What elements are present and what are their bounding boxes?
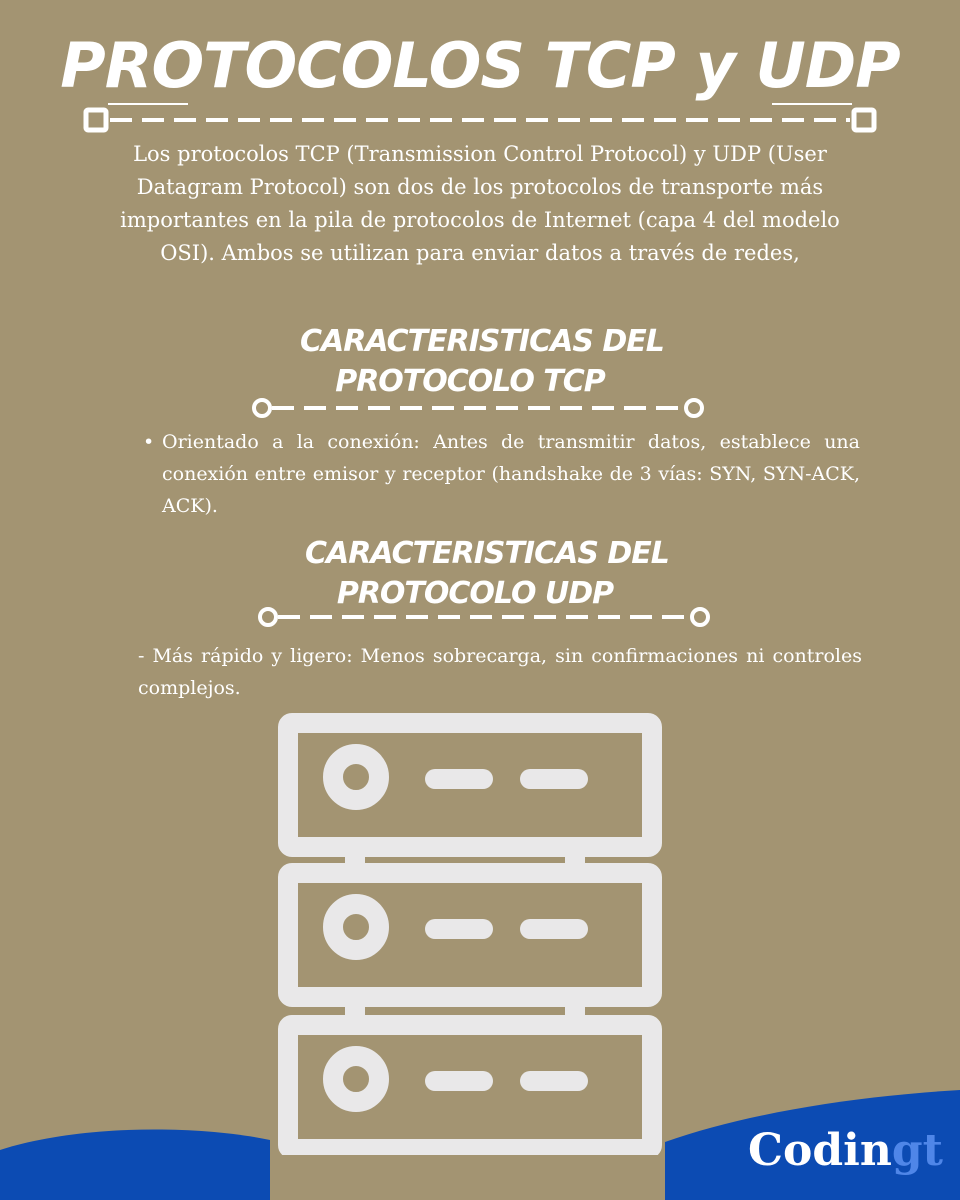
page-title: PROTOCOLOS TCP y UDP	[60, 29, 900, 102]
udp-heading-line1: CARACTERISTICAS DEL	[305, 536, 669, 571]
tcp-feature-text: Orientado a la conexión: Antes de transmitir datos, establece una conexión entre emisor y receptor (handshake de 3 vías: SYN, SYN-ACK, ACK).	[162, 431, 860, 517]
udp-feature-text: - Más rápido y ligero: Menos sobrecarga, sin confirmaciones ni controles complejos.	[138, 645, 862, 699]
tcp-heading-line1: CARACTERISTICAS DEL	[300, 324, 664, 359]
codingt-logo	[748, 1123, 943, 1179]
intro-paragraph: Los protocolos TCP (Transmission Control Protocol) y UDP (User Datagram Protocol) son dos de los protocolos de transporte más importantes en la pila de protocolos de Internet (capa 4 del modelo OSI). Ambos se utilizan para enviar datos a través de redes,	[120, 142, 840, 265]
tcp-heading-line2: PROTOCOLO TCP	[335, 364, 605, 399]
bullet: •	[143, 431, 155, 453]
logo-part1: Codin	[748, 1125, 892, 1176]
logo-part2: gt	[891, 1125, 943, 1176]
server-rack-icon	[270, 705, 670, 1155]
udp-heading-line2: PROTOCOLO UDP	[336, 576, 614, 611]
